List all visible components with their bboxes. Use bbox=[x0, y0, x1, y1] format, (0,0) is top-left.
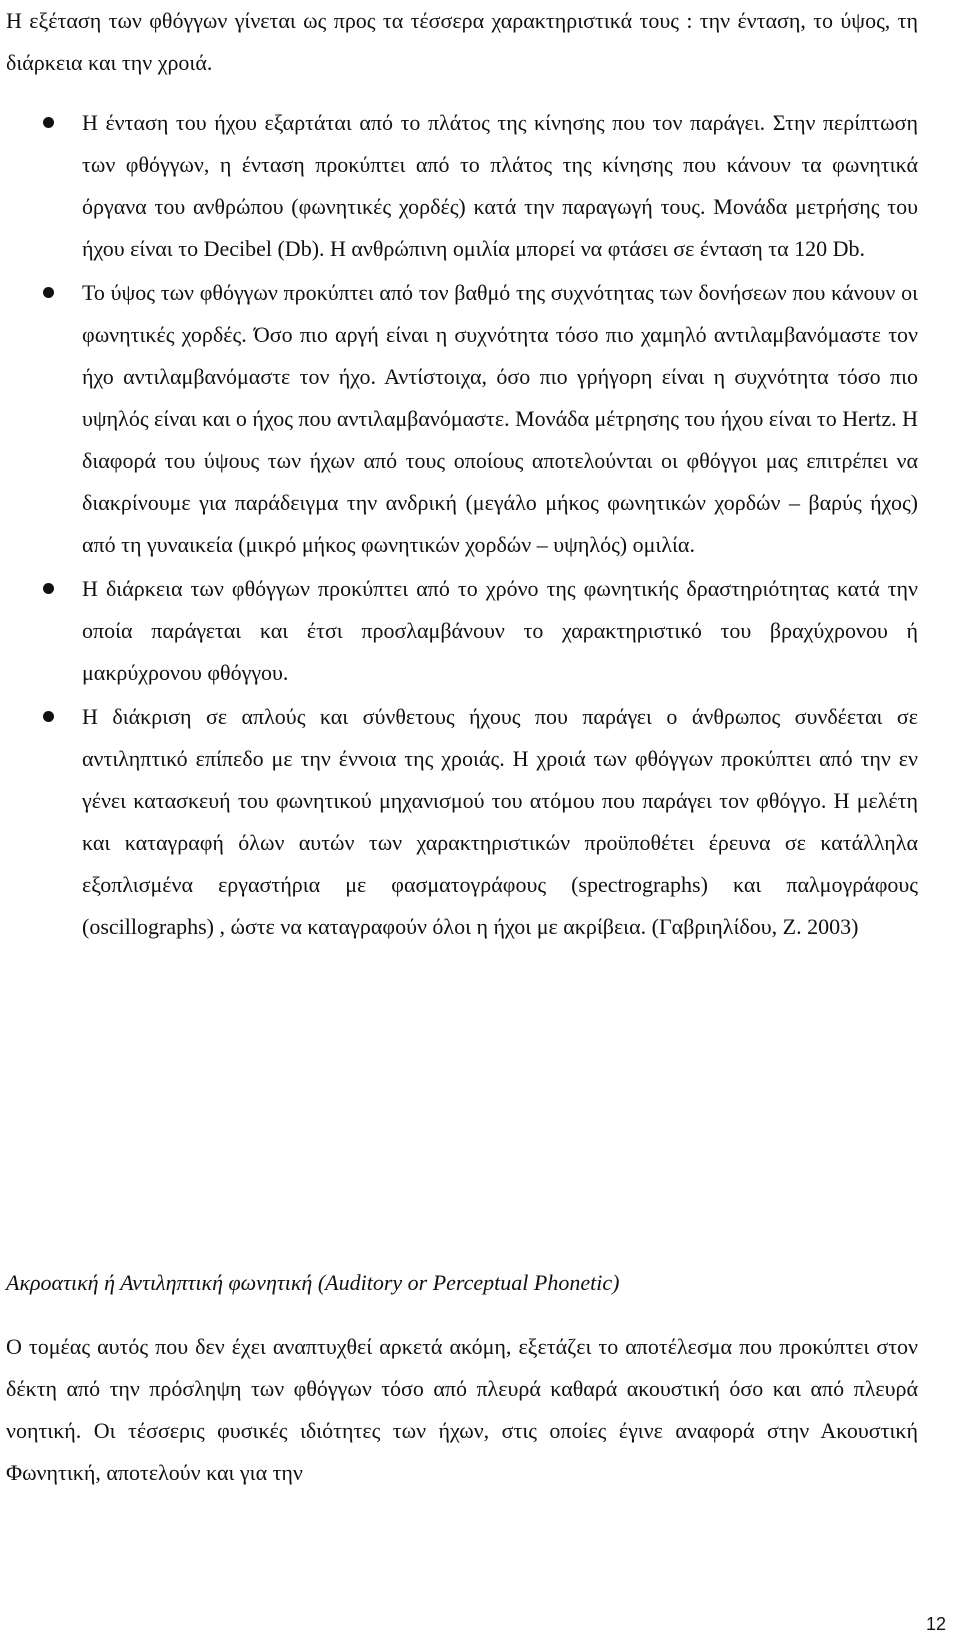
bullet-icon bbox=[43, 117, 54, 128]
list-item-duration bbox=[0, 568, 918, 694]
list-item-text: Η διάρκεια των φθόγγων προκύπτει από το χρόνο της φωνητικής δραστηριότητας κατά την οποία παράγεται και έτσι προσλαμβάνουν το χαρακτηριστικό του βραχύχρονου ή μακρύχρονου φθόγγου. bbox=[82, 576, 918, 685]
section-paragraph: Ο τομέας αυτός που δεν έχει αναπτυχθεί αρκετά ακόμη, εξετάζει το αποτέλεσμα που προκύπτει στον δέκτη από την πρόσληψη των φθόγγων τόσο από πλευρά καθαρά ακουστική όσο και από πλευρά νοητική. Οι τέσσερις φυσικές ιδιότητες των ήχων, στις οποίες έγινε αναφορά στην Ακουστική Φωνητική, αποτελούν και για την bbox=[6, 1334, 918, 1485]
intro-paragraph: Η εξέταση των φθόγγων γίνεται ως προς τα τέσσερα χαρακτηριστικά τους : την ένταση, το ύψος, τη διάρκεια και την χροιά. bbox=[6, 8, 918, 75]
list-item-text: Το ύψος των φθόγγων προκύπτει από τον βαθμό της συχνότητας των δονήσεων που κάνουν οι φωνητικές χορδές. Όσο πιο αργή είναι η συχνότητα τόσο πιο χαμηλό αντιλαμβανόμαστε τον ήχο αντιλαμβανόμαστε τον ήχο. Αντίστοιχα, όσο πιο γρήγορη είναι η συχνότητα τόσο πιο υψηλός είναι και ο ήχος που αντιλαμβανόμαστε. Μονάδα μέτρησης του ήχου είναι το Hertz. Η διαφορά του ύψους των ήχων από τους οποίους αποτελούνται οι φθόγγοι μας επιτρέπει να διακρίνουμε για παράδειγμα την ανδρική (μεγάλο μήκος φωνητικών χορδών – βαρύς ήχος) από τη γυναικεία (μικρό μήκος φωνητικών χορδών – υψηλός) ομιλία. bbox=[82, 280, 918, 557]
list-item-text: Η ένταση του ήχου εξαρτάται από το πλάτος της κίνησης που τον παράγει. Στην περίπτωση των φθόγγων, η ένταση προκύπτει από το πλάτος της κίνησης που κάνουν τα φωνητικά όργανα του ανθρώπου (φωνητικές χορδές) κατά την παραγωγή τους. Μονάδα μετρήσης του ήχου είναι το Decibel (Db). Η ανθρώπινη ομιλία μπορεί να φτάσει σε ένταση τα 120 Db. bbox=[82, 110, 918, 261]
page-number: 12 bbox=[925, 1614, 946, 1634]
list-item-intensity bbox=[0, 102, 918, 270]
bullet-icon bbox=[43, 287, 54, 298]
list-item-pitch bbox=[0, 272, 918, 566]
characteristics-list bbox=[0, 102, 960, 950]
section-heading: Ακροατική ή Αντιληπτική φωνητική (Auditory or Perceptual Phonetic) bbox=[6, 1270, 620, 1295]
bullet-icon bbox=[43, 711, 54, 722]
list-item-text: Η διάκριση σε απλούς και σύνθετους ήχους που παράγει ο άνθρωπος συνδέεται σε αντιληπτικό επίπεδο με την έννοια της χροιάς. Η χροιά των φθόγγων προκύπτει από την εν γένει κατασκευή του φωνητικού μηχανισμού του ατόμου που παράγει τον φθόγγο. Η μελέτη και καταγραφή όλων αυτών των χαρακτηριστικών προϋποθέτει έρευνα σε κατάλληλα εξοπλισμένα εργαστήρια με φασματογράφους (spectrographs) και παλμογράφους (oscillographs) , ώστε να καταγραφούν όλοι η ήχοι με ακρίβεια. (Γαβριηλίδου, Ζ. 2003) bbox=[82, 704, 918, 939]
bullet-icon bbox=[43, 583, 54, 594]
list-item-timbre bbox=[0, 696, 918, 948]
